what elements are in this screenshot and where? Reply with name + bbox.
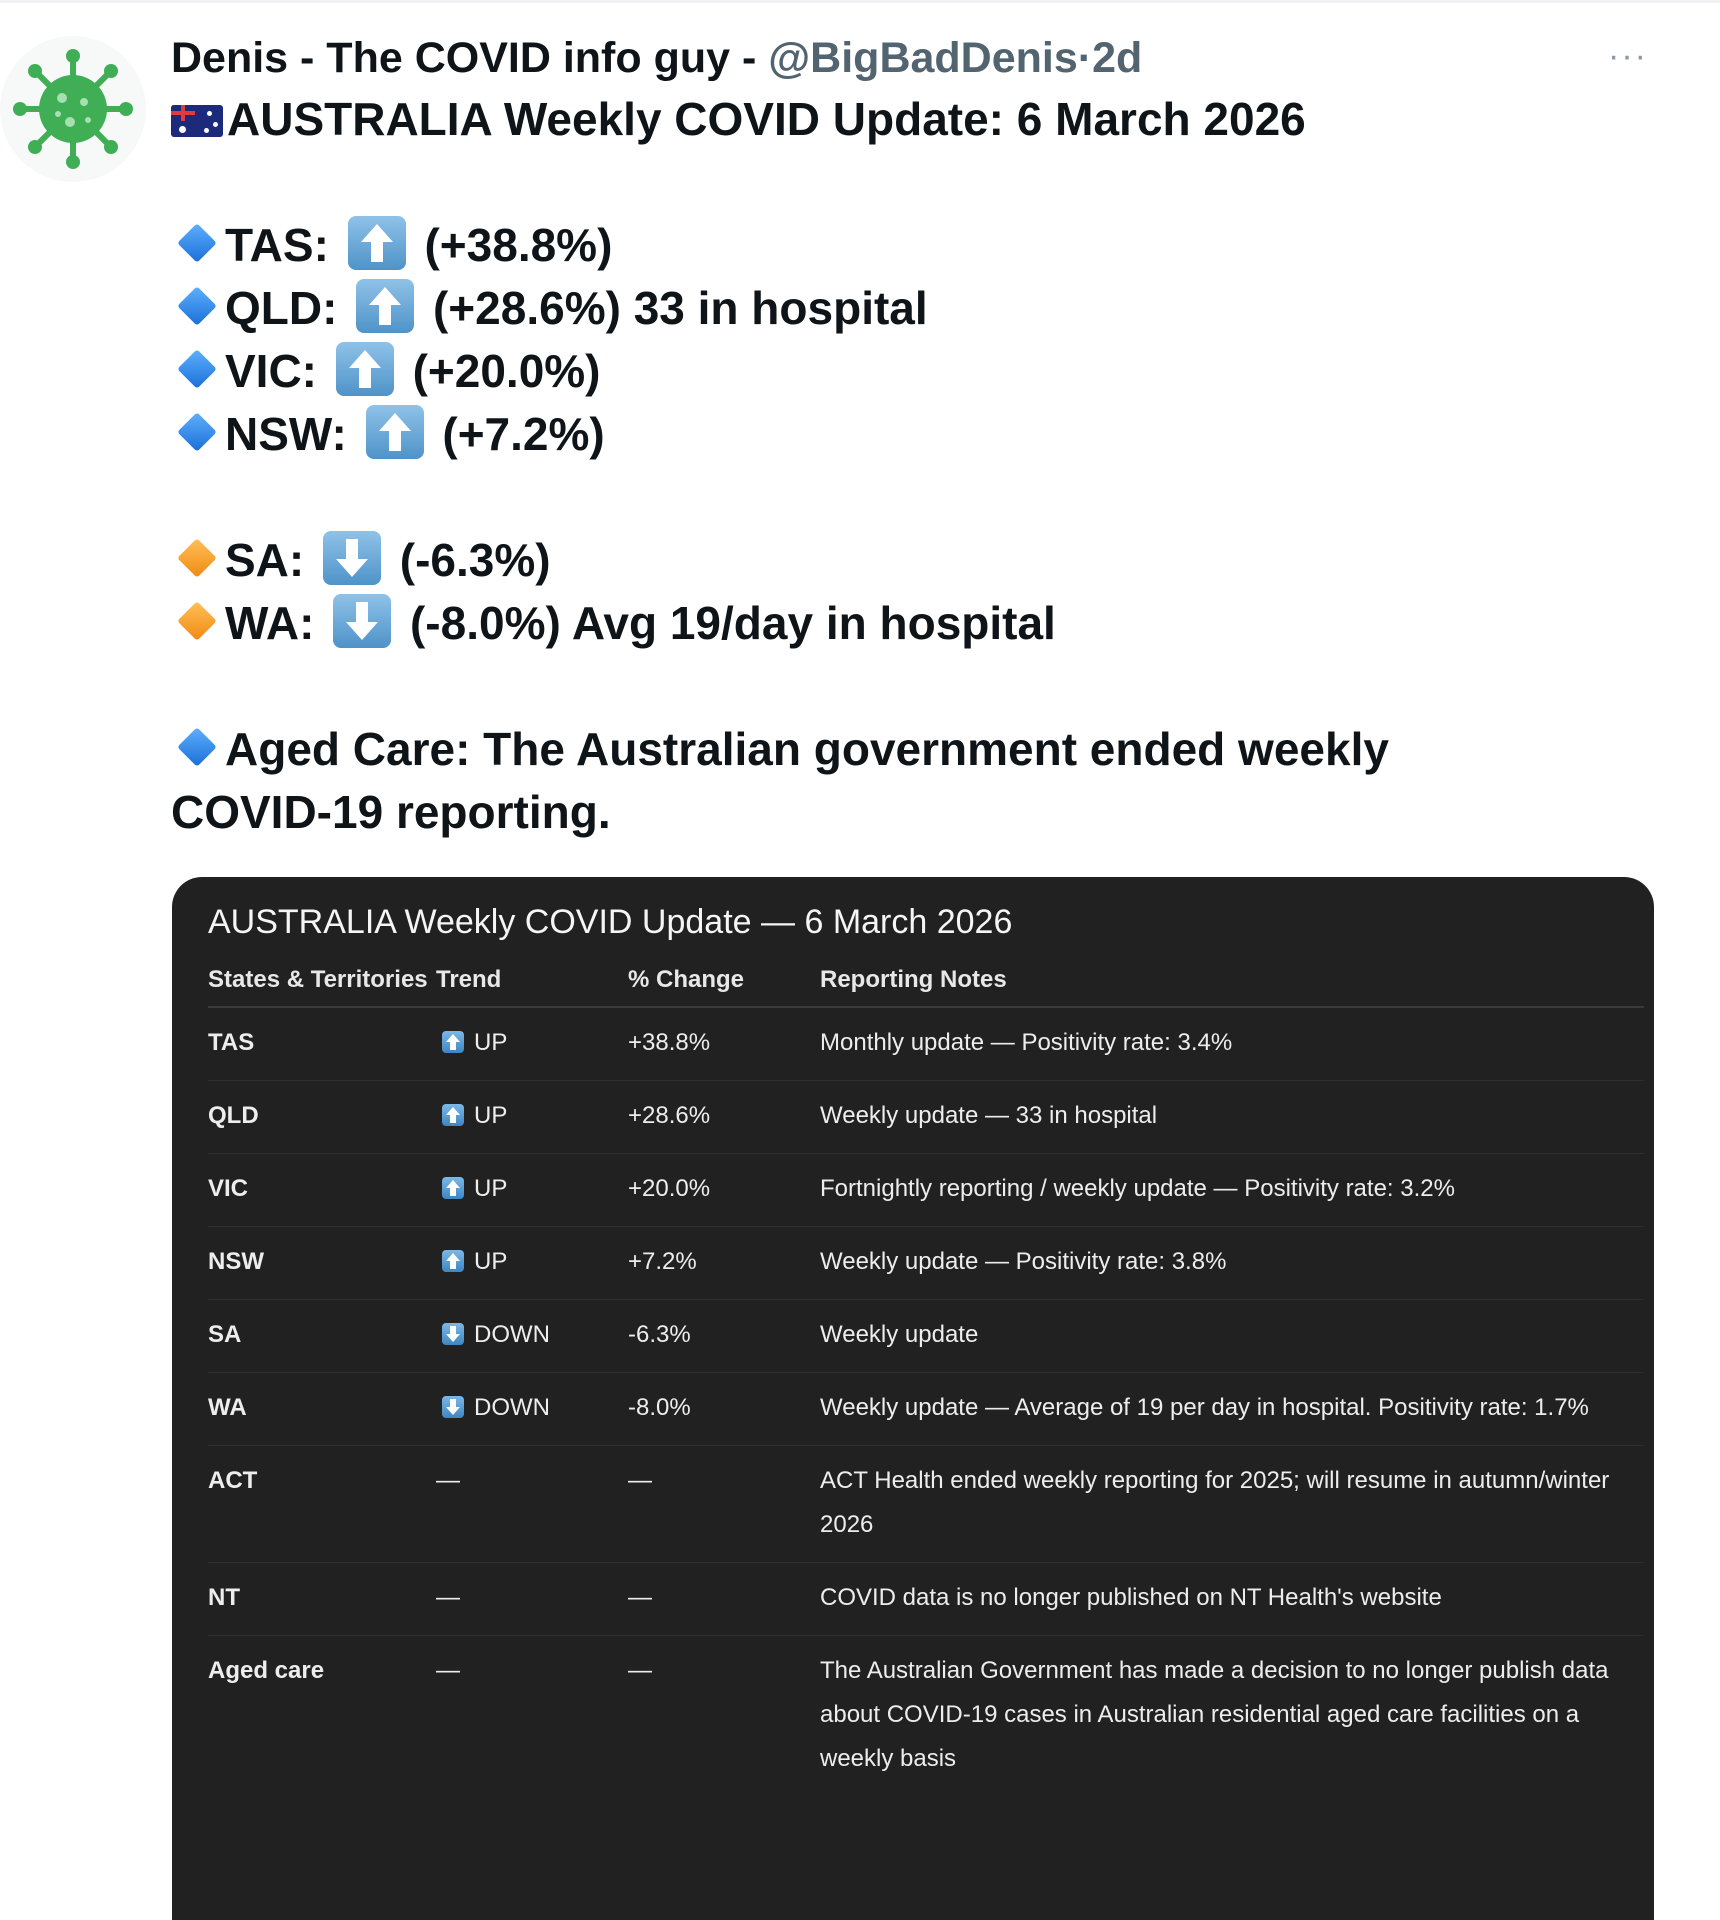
- virus-icon: [0, 36, 146, 182]
- aged-care-text-1: Aged Care: The Australian government ended weekly: [225, 723, 1389, 775]
- row-notes: Weekly update: [820, 1300, 1644, 1373]
- row-change: —: [628, 1446, 820, 1563]
- row-state: VIC: [208, 1154, 436, 1227]
- blue-diamond-icon: [177, 223, 217, 263]
- row-state: WA: [208, 1373, 436, 1446]
- row-notes: ACT Health ended weekly reporting for 2025; will resume in autumn/winter 2026: [820, 1446, 1644, 1563]
- row-notes: Weekly update — 33 in hospital: [820, 1081, 1644, 1154]
- separator-dot: ·: [1077, 34, 1093, 82]
- attached-image-card[interactable]: [172, 877, 1654, 1920]
- row-change: +28.6%: [628, 1081, 820, 1154]
- table-row: [208, 1300, 1644, 1373]
- state-update-line: [171, 340, 1661, 403]
- state-extra: 33 in hospital: [633, 282, 928, 334]
- header-change: % Change: [628, 953, 820, 1007]
- tweet-title-line: [171, 88, 1661, 151]
- up-arrow-icon: [442, 1177, 464, 1199]
- state-change: (+38.8%): [424, 219, 613, 271]
- orange-diamond-icon: [177, 601, 217, 641]
- blue-diamond-icon: [177, 727, 217, 767]
- state-update-line: [171, 529, 1661, 592]
- table-row: [208, 1007, 1644, 1081]
- increase-list: [171, 214, 1661, 466]
- table-row: [208, 1563, 1644, 1636]
- row-change: -6.3%: [628, 1300, 820, 1373]
- row-trend: UP: [474, 1029, 508, 1056]
- table-row: [208, 1227, 1644, 1300]
- table-row: [208, 1154, 1644, 1227]
- table-row: [208, 1446, 1644, 1563]
- row-trend: DOWN: [474, 1321, 550, 1348]
- up-arrow-icon: [442, 1031, 464, 1053]
- row-notes: COVID data is no longer published on NT Health's website: [820, 1563, 1644, 1636]
- update-table: [208, 953, 1644, 1796]
- up-arrow-icon: [442, 1104, 464, 1126]
- row-trend: UP: [474, 1248, 508, 1275]
- tweet-title: AUSTRALIA Weekly COVID Update: 6 March 2026: [227, 93, 1306, 145]
- table-row: [208, 1081, 1644, 1154]
- row-state: TAS: [208, 1007, 436, 1081]
- state-label: VIC:: [225, 345, 317, 397]
- state-label: NSW:: [225, 408, 347, 460]
- down-arrow-icon: [442, 1323, 464, 1345]
- up-arrow-icon: [356, 279, 414, 333]
- state-change: (-6.3%): [399, 534, 551, 586]
- aged-care-line: [171, 718, 1661, 781]
- post-time[interactable]: 2d: [1092, 34, 1143, 82]
- tweet-body: [171, 28, 1661, 844]
- header-trend: Trend: [436, 953, 628, 1007]
- state-update-line: [171, 592, 1661, 655]
- row-notes: Monthly update — Positivity rate: 3.4%: [820, 1007, 1644, 1081]
- top-divider: [0, 0, 1720, 3]
- state-change: (+28.6%): [432, 282, 621, 334]
- row-change: -8.0%: [628, 1373, 820, 1446]
- row-trend: UP: [474, 1102, 508, 1129]
- row-change: —: [628, 1657, 652, 1684]
- row-state: QLD: [208, 1081, 436, 1154]
- row-trend: UP: [474, 1175, 508, 1202]
- table-row: [208, 1636, 1644, 1797]
- state-label: SA:: [225, 534, 305, 586]
- down-arrow-icon: [323, 531, 381, 585]
- blue-diamond-icon: [177, 286, 217, 326]
- row-state: NT: [208, 1563, 436, 1636]
- australia-flag-icon: [171, 105, 223, 137]
- table-row: [208, 1373, 1644, 1446]
- state-label: TAS:: [225, 219, 329, 271]
- blue-diamond-icon: [177, 349, 217, 389]
- up-arrow-icon: [336, 342, 394, 396]
- row-state: NSW: [208, 1227, 436, 1300]
- state-update-line: [171, 277, 1661, 340]
- state-update-line: [171, 403, 1661, 466]
- row-state: ACT: [208, 1446, 436, 1563]
- up-arrow-icon: [366, 405, 424, 459]
- state-change: (+7.2%): [442, 408, 605, 460]
- author-name[interactable]: Denis - The COVID info guy -: [171, 34, 757, 82]
- orange-diamond-icon: [177, 538, 217, 578]
- row-trend: DOWN: [474, 1394, 550, 1421]
- row-trend: —: [436, 1467, 460, 1494]
- author-handle[interactable]: @BigBadDenis: [768, 34, 1078, 82]
- row-notes: Weekly update — Average of 19 per day in hospital. Positivity rate: 1.7%: [820, 1373, 1644, 1446]
- header-notes: Reporting Notes: [820, 953, 1644, 1007]
- row-notes: Weekly update — Positivity rate: 3.8%: [820, 1227, 1644, 1300]
- down-arrow-icon: [333, 594, 391, 648]
- row-notes: Fortnightly reporting / weekly update — Positivity rate: 3.2%: [820, 1154, 1644, 1227]
- row-change: +7.2%: [628, 1227, 820, 1300]
- state-label: WA:: [225, 597, 315, 649]
- aged-care-line-2: COVID-19 reporting.: [171, 786, 611, 838]
- state-change: (+20.0%): [412, 345, 601, 397]
- down-arrow-icon: [442, 1396, 464, 1418]
- up-arrow-icon: [442, 1250, 464, 1272]
- blue-diamond-icon: [177, 412, 217, 452]
- more-options-icon[interactable]: ···: [1608, 37, 1648, 75]
- card-title: AUSTRALIA Weekly COVID Update — 6 March 2026: [208, 903, 1013, 941]
- avatar[interactable]: [0, 36, 146, 182]
- table-header-row: [208, 953, 1644, 1007]
- state-change: (-8.0%): [409, 597, 561, 649]
- up-arrow-icon: [348, 216, 406, 270]
- row-state: SA: [208, 1300, 436, 1373]
- decrease-list: [171, 529, 1661, 655]
- row-change: +20.0%: [628, 1154, 820, 1227]
- row-trend: —: [436, 1584, 460, 1611]
- state-update-line: [171, 214, 1661, 277]
- state-label: QLD:: [225, 282, 338, 334]
- tweet-header: [171, 28, 1661, 88]
- row-state: Aged care: [208, 1657, 325, 1684]
- header-states: States & Territories: [208, 953, 436, 1007]
- row-trend: —: [436, 1657, 460, 1684]
- row-change: +38.8%: [628, 1007, 820, 1081]
- state-extra: Avg 19/day in hospital: [571, 597, 1056, 649]
- row-notes: The Australian Government has made a decision to no longer publish data about COVID-19 cases in Australian residential aged care facilities on a weekly basis: [820, 1657, 1609, 1772]
- row-change: —: [628, 1563, 820, 1636]
